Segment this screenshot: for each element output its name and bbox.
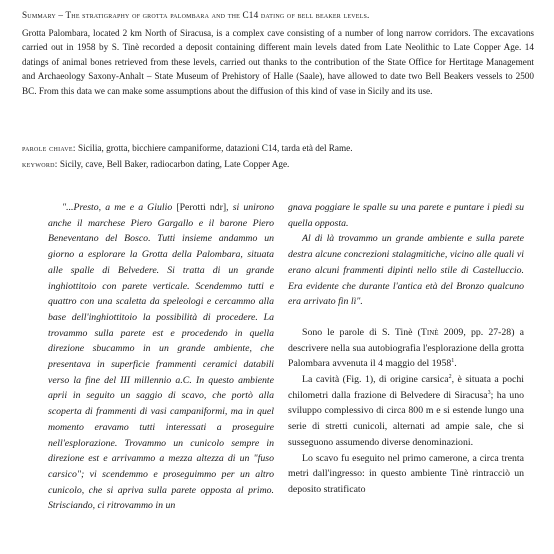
summary-text: Grotta Palombara, located 2 km North of Siracusa, is a complex cave consisting of a number of long narrow corridors. The excavations carried out in 1958 by S. Tinè recorded a deposit containing different main levels dated from Late Neolithic to Late Copper Age. 14 datings of animal bones retrieved from these levels, carried out thanks to the contribution of the State Office for Hertitage Management and Archaeology Saxony-Anhalt – State Museum of Prehistory of Halle (Saale), have allowed to date two Bell Beakers vessels to 2500 BC. From this data we can make some assumptions about the diffusion of this kind of vase in Sicily and its use. <box>22 27 534 96</box>
english-keywords <box>22 156 534 172</box>
footnote-ref-3[interactable]: 3 <box>487 389 491 396</box>
quote-continuation: gnava poggiare le spalle su una parete e puntare i piedi su quella opposta. <box>288 202 524 229</box>
italian-keywords-text: Sicilia, grotta, bicchiere campaniforme, datazioni C14, tarda età del Rame. <box>78 143 353 153</box>
body-paragraph-2-end: ; ha uno sviluppo complessivo di circa 800 m e si estende lungo una serie di stretti cunicoli, alternati ad ampie sale, che si susseguono assumendo diverse denominazioni. <box>288 389 525 448</box>
citation-author: Tinè <box>420 326 439 338</box>
body-paragraph-2-middle: , è situata a pochi chilometri dalla frazione di Belvedere di Siracusa <box>288 374 524 401</box>
keywords-section <box>22 140 534 172</box>
footnote-ref-1[interactable]: 1 <box>451 358 455 365</box>
footnote-ref-2[interactable]: 2 <box>448 374 452 381</box>
body-paragraph-1-end: . <box>454 358 457 370</box>
quote-paragraph-1 <box>48 200 274 514</box>
body-paragraph-2-start: La cavità (Fig. 1), di origine carsica <box>302 374 449 386</box>
summary-heading: Summary – The stratigraphy of grotta palombara and the C14 dating of bell beaker levels. <box>22 10 370 20</box>
left-column <box>48 200 274 514</box>
body-paragraph-1-text: 2009, pp. 27-28) a descrivere nella sua autobiografia l'esplorazione della grotta Palombara avvenuta il 4 maggio del 1958 <box>288 326 524 370</box>
body-paragraph-1 <box>288 325 524 372</box>
body-paragraph-3: Lo scavo fu eseguito nel primo camerone, a circa trenta metri dall'ingresso: in questo ambiente Tinè rintracciò un deposito stratificato <box>288 452 524 495</box>
right-column <box>288 200 524 498</box>
english-keywords-text: Sicily, cave, Bell Baker, radiocarbon dating, Late Copper Age. <box>59 159 290 169</box>
english-keywords-label: keyword: <box>22 159 58 169</box>
quote-paragraph-2: Al di là trovammo un grande ambiente e sulla parete destra alcune concrezioni stalagmitiche, vicino alle quali vi erano alcuni frammenti dipinti nello stile di Castelluccio. Era evidente che durante l'antica età del Bronzo qualcuno era arrivato fin lì". <box>288 233 524 308</box>
italian-keywords-label: parole chiave: <box>22 143 76 153</box>
italian-keywords <box>22 140 534 156</box>
editor-note: [Perotti ndr] <box>176 202 227 213</box>
summary-section <box>22 8 534 99</box>
quote-start: "...Presto, a me e a Giulio <box>62 202 177 213</box>
body-paragraph-2 <box>288 372 524 451</box>
body-paragraph-1-start: Sono le parole di S. Tinè ( <box>302 326 421 338</box>
quote-body: , si unirono anche il marchese Piero Gargallo e il barone Piero Beneventano del Bosco. Tutti insieme andammo un giorno a esplorare la Grotta della Palombara, situata alle spalle di Belvedere. Si tratta di un grande inghiottitoio con parete verticale. Scendemmo tutti e quattro con una scaletta da speleologi e cercammo alla base dell'inghiottitoio la possibilità di procedere. La trovammo sulla parete est e procedendo in quella direzione sbucammo in un grande ambiente, che presentava in superficie frammenti ceramici databili verso la fine del III millennio a.C. In questo ambiente aprii in seguito un saggio di scavo, che portò alla scoperta di frammenti di vasi campaniformi, ma in quel momento eravamo tutti interessati a proseguire nell'esplorazione. Trovammo un cunicolo sempre in direzione est e arrivammo a mezza altezza di un "fuso carsico"; vi scendemmo e proseguimmo per un altro cunicolo, che si apriva sulla parete opposta al primo. Strisciando, ci ritrovammo in un <box>48 202 274 512</box>
